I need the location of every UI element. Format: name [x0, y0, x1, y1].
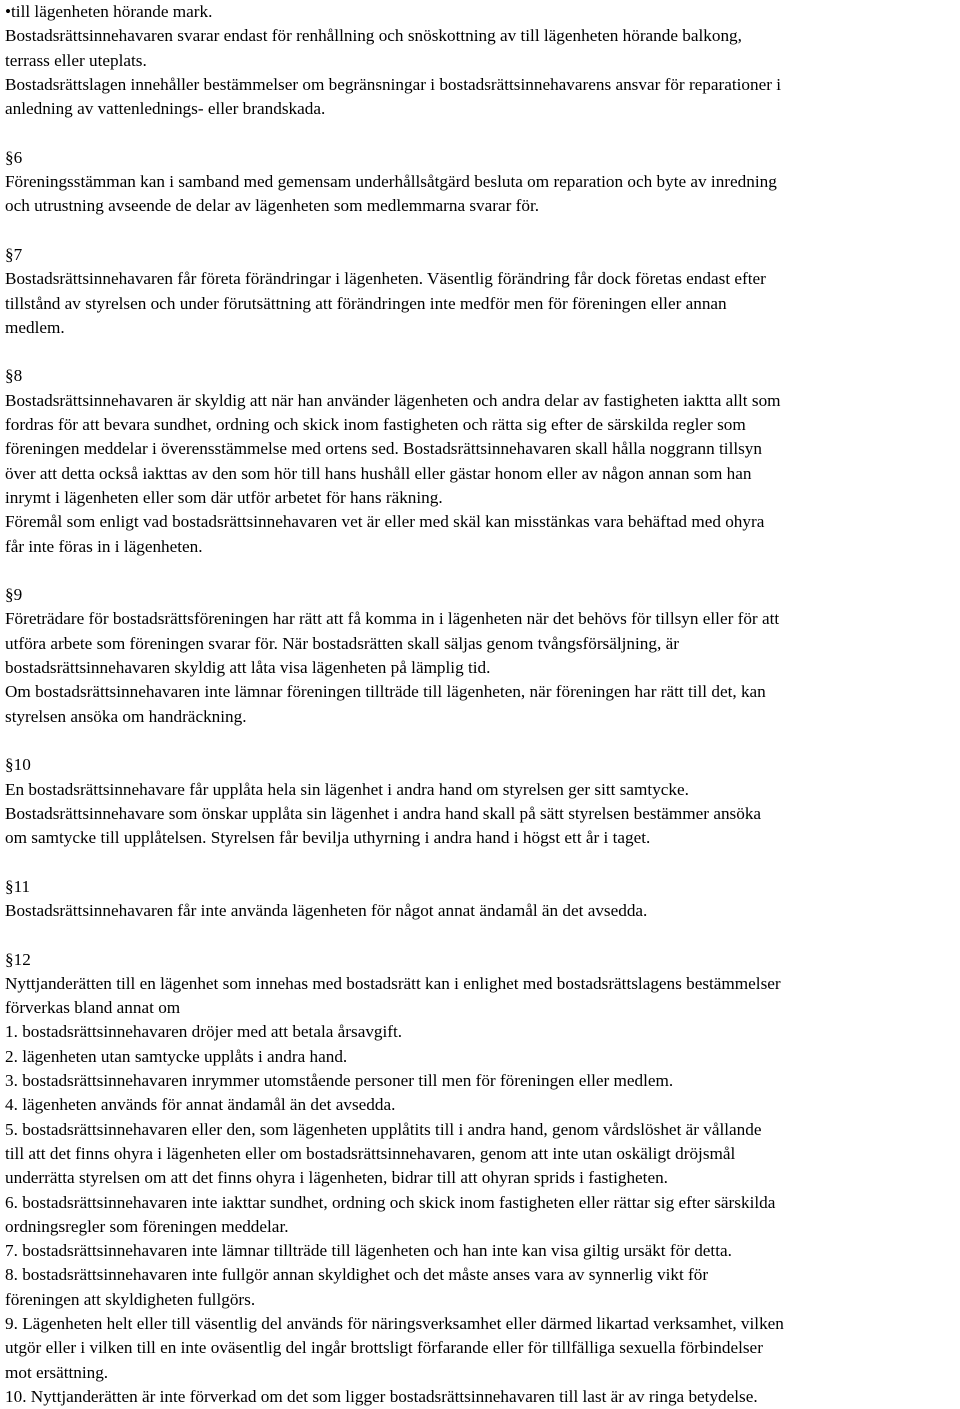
section-heading: §9 — [5, 585, 23, 605]
paragraph-line: Föremål som enligt vad bostadsrättsinnehavaren vet är eller med skäl kan misstänkas vara behäftad med ohyra — [5, 512, 765, 532]
paragraph-gap — [5, 219, 957, 243]
paragraph-line: bostadsrättsinnehavaren skyldig att låta visa lägenheten på lämplig tid. — [5, 658, 491, 678]
paragraph-gap — [5, 340, 957, 364]
list-item-continuation: föreningen att skyldigheten fullgörs. — [5, 1289, 256, 1309]
section-7 — [5, 243, 957, 340]
section-heading: §12 — [5, 949, 31, 969]
paragraph-line: tillstånd av styrelsen och under förutsättning att förändringen inte medför men för föreningen eller annan — [5, 293, 727, 313]
paragraph-line: Om bostadsrättsinnehavaren inte lämnar föreningen tillträde till lägenheten, när föreningen har rätt till det, kan — [5, 682, 766, 702]
paragraph-line: anledning av vattenlednings- eller brandskada. — [5, 99, 326, 119]
section-heading: §8 — [5, 366, 23, 386]
paragraph-line: Företrädare för bostadsrättsföreningen har rätt att få komma in i lägenheten när det behövs för tillsyn eller för att — [5, 609, 780, 629]
paragraph-line: En bostadsrättsinnehavare får upplåta hela sin lägenhet i andra hand om styrelsen ger sitt samtycke. — [5, 779, 689, 799]
intro-block — [5, 0, 957, 121]
paragraph-gap — [5, 729, 957, 753]
list-item: 3. bostadsrättsinnehavaren inrymmer utomstående personer till men för föreningen eller medlem. — [5, 1071, 674, 1091]
paragraph-line: fordras för att bevara sundhet, ordning och skick inom fastigheten och rätta sig efter de särskilda regler som — [5, 415, 746, 435]
list-item: 9. Lägenheten helt eller till väsentlig del används för näringsverksamhet eller därmed likartad verksamhet, vilken — [5, 1314, 784, 1334]
paragraph-line: över att detta också iakttas av den som hör till hans hushåll eller gästar honom eller av någon annan som han — [5, 463, 752, 483]
section-12 — [5, 948, 957, 1409]
paragraph-line: utföra arbete som föreningen svarar för. När bostadsrätten skall säljas genom tvångsförsäljning, är — [5, 633, 679, 653]
paragraph-gap — [5, 923, 957, 947]
section-9 — [5, 583, 957, 729]
list-item: 5. bostadsrättsinnehavaren eller den, som lägenheten upplåtits till i andra hand, genom vårdslöshet är vållande — [5, 1119, 762, 1139]
paragraph-line: Bostadsrättslagen innehåller bestämmelser om begränsningar i bostadsrättsinnehavarens ansvar för reparationer i — [5, 74, 782, 94]
section-8 — [5, 364, 957, 558]
document-page — [5, 0, 957, 1409]
paragraph-line: Föreningsstämman kan i samband med gemensam underhållsåtgärd besluta om reparation och byte av inredning — [5, 172, 777, 192]
paragraph-line: Bostadsrättsinnehavaren svarar endast för renhållning och snöskottning av till lägenheten hörande balkong, — [5, 26, 742, 46]
paragraph-line: Nyttjanderätten till en lägenhet som innehas med bostadsrätt kan i enlighet med bostadsrättslagens bestämmelser — [5, 973, 781, 993]
paragraph-line: inrymt i lägenheten eller som där utför arbetet för hans räkning. — [5, 487, 443, 507]
list-item-continuation: ordningsregler som föreningen meddelar. — [5, 1216, 289, 1236]
section-heading: §6 — [5, 147, 23, 167]
paragraph-line: förverkas bland annat om — [5, 998, 181, 1018]
section-heading: §10 — [5, 755, 31, 775]
list-item: 6. bostadsrättsinnehavaren inte iakttar sundhet, ordning och skick inom fastigheten eller rättar sig efter särskilda — [5, 1192, 776, 1212]
paragraph-line: styrelsen ansöka om handräckning. — [5, 706, 247, 726]
paragraph-line: om samtycke till upplåtelsen. Styrelsen får bevilja uthyrning i andra hand i högst ett år i taget. — [5, 828, 651, 848]
paragraph-line: och utrustning avseende de delar av lägenheten som medlemmarna svarar för. — [5, 196, 540, 216]
paragraph-line: Bostadsrättsinnehavare som önskar upplåta sin lägenhet i andra hand skall på sätt styrelsen bestämmer ansöka — [5, 803, 762, 823]
paragraph-gap — [5, 850, 957, 874]
list-item: 1. bostadsrättsinnehavaren dröjer med att betala årsavgift. — [5, 1022, 403, 1042]
paragraph-line: Bostadsrättsinnehavaren får företa förändringar i lägenheten. Väsentlig förändring får dock företas endast efter — [5, 269, 766, 289]
paragraph-line: medlem. — [5, 317, 65, 337]
list-item: 4. lägenheten används för annat ändamål än det avsedda. — [5, 1095, 396, 1115]
list-item: 7. bostadsrättsinnehavaren inte lämnar tillträde till lägenheten och han inte kan visa giltig ursäkt för detta. — [5, 1241, 732, 1261]
bullet-line: •till lägenheten hörande mark. — [5, 2, 213, 21]
list-item-continuation: utgör eller i vilken till en inte oväsentlig del ingår brottsligt förfarande eller för tillfälliga sexuella förbindelser — [5, 1338, 763, 1358]
section-11 — [5, 875, 957, 924]
section-6 — [5, 146, 957, 219]
paragraph-gap — [5, 559, 957, 583]
section-10 — [5, 753, 957, 850]
paragraph-gap — [5, 121, 957, 145]
list-item-continuation: mot ersättning. — [5, 1362, 109, 1382]
section-heading: §11 — [5, 876, 31, 896]
paragraph-line: Bostadsrättsinnehavaren får inte använda lägenheten för något annat ändamål än det avsedda. — [5, 900, 648, 920]
paragraph-line: Bostadsrättsinnehavaren är skyldig att när han använder lägenheten och andra delar av fastigheten iaktta allt som — [5, 390, 781, 410]
list-item: 8. bostadsrättsinnehavaren inte fullgör annan skyldighet och det måste anses vara av synnerlig vikt för — [5, 1265, 709, 1285]
list-item-continuation: underrätta styrelsen om att det finns ohyra i lägenheten, bidrar till att ohyran sprids i fastigheten. — [5, 1168, 668, 1188]
section-heading: §7 — [5, 244, 23, 264]
paragraph-line: får inte föras in i lägenheten. — [5, 536, 203, 556]
paragraph-line: föreningen meddelar i överensstämmelse med ortens sed. Bostadsrättsinnehavaren skall hålla noggrann tillsyn — [5, 439, 762, 459]
list-item: 10. Nyttjanderätten är inte förverkad om det som ligger bostadsrättsinnehavaren till last är av ringa betydelse. — [5, 1386, 758, 1406]
paragraph-line: terrass eller uteplats. — [5, 50, 147, 70]
list-item-continuation: till att det finns ohyra i lägenheten eller om bostadsrättsinnehavaren, genom att inte utan oskäligt dröjsmål — [5, 1143, 736, 1163]
list-item: 2. lägenheten utan samtycke upplåts i andra hand. — [5, 1046, 348, 1066]
